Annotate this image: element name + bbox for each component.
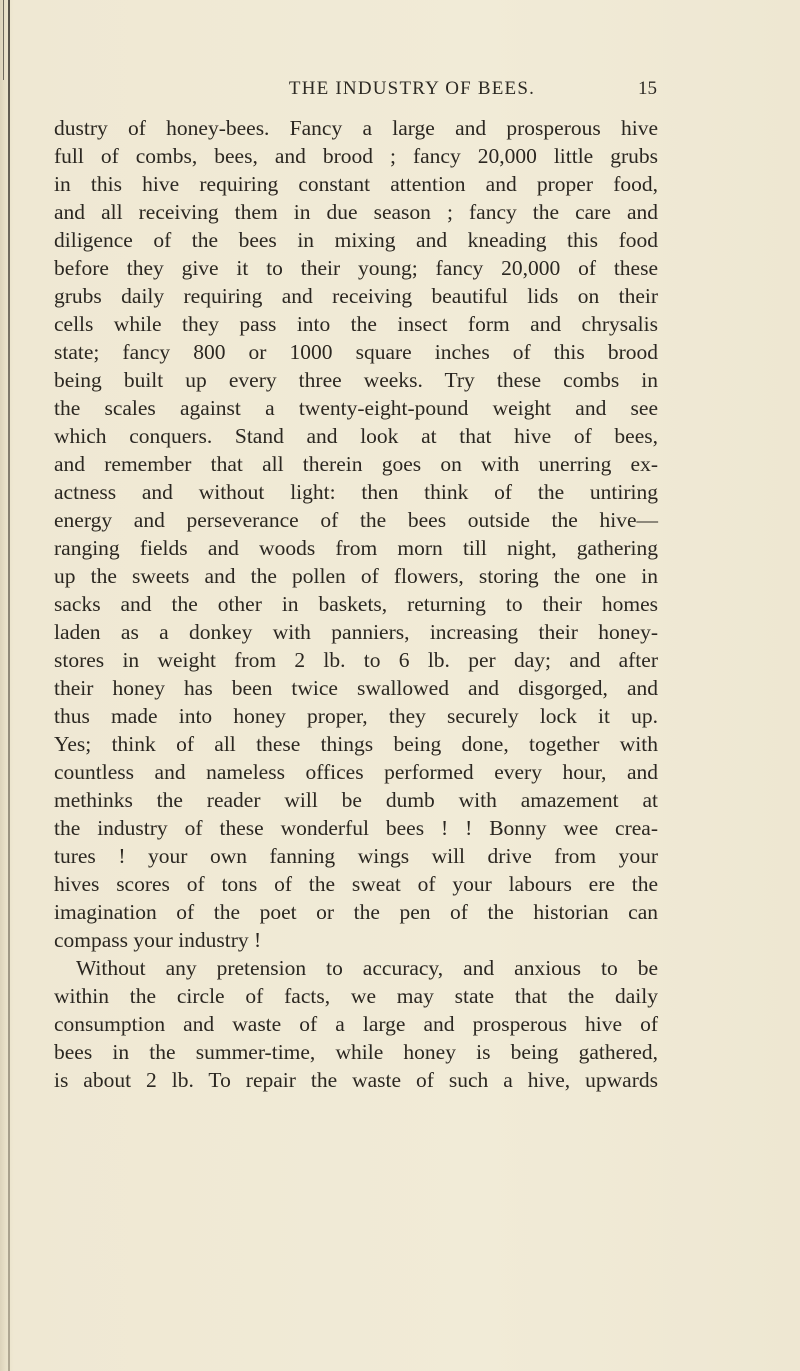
text-line: and all receiving them in due season ; fancy the care and — [54, 200, 658, 224]
text-line: being built up every three weeks. Try these combs in — [54, 368, 658, 392]
text-line: in this hive requiring constant attention and proper food, — [54, 172, 658, 196]
page-number: 15 — [638, 78, 657, 99]
binding-edge-mark — [3, 0, 4, 80]
text-line: cells while they pass into the insect form and chrysalis — [54, 312, 658, 336]
paragraph-end-line: compass your industry ! — [54, 928, 262, 952]
running-head-title: THE INDUSTRY OF BEES. — [288, 78, 536, 99]
text-line: their honey has been twice swallowed and disgorged, and — [54, 676, 658, 700]
text-line: thus made into honey proper, they securely lock it up. — [54, 704, 658, 728]
binding-gutter — [8, 0, 10, 1371]
text-line: tures ! your own fanning wings will drive from your — [54, 844, 658, 868]
text-line: consumption and waste of a large and prosperous hive of — [54, 1012, 658, 1036]
text-line: the industry of these wonderful bees ! ! Bonny wee crea- — [54, 816, 658, 840]
text-line: up the sweets and the pollen of flowers, storing the one in — [54, 564, 658, 588]
text-line: before they give it to their young; fancy 20,000 of these — [54, 256, 658, 280]
text-line: hives scores of tons of the sweat of your labours ere the — [54, 872, 658, 896]
text-line: which conquers. Stand and look at that hive of bees, — [54, 424, 658, 448]
text-line: methinks the reader will be dumb with amazement at — [54, 788, 658, 812]
text-line: is about 2 lb. To repair the waste of such a hive, upwards — [54, 1068, 658, 1092]
text-line: sacks and the other in baskets, returning to their homes — [54, 592, 658, 616]
text-line: grubs daily requiring and receiving beautiful lids on their — [54, 284, 658, 308]
text-line: stores in weight from 2 lb. to 6 lb. per day; and after — [54, 648, 658, 672]
text-line: within the circle of facts, we may state that the daily — [54, 984, 658, 1008]
text-line: laden as a donkey with panniers, increasing their honey- — [54, 620, 658, 644]
paragraph-start-line: Without any pretension to accuracy, and anxious to be — [76, 956, 658, 980]
text-line: dustry of honey-bees. Fancy a large and prosperous hive — [54, 116, 658, 140]
text-line: ranging fields and woods from morn till night, gathering — [54, 536, 658, 560]
text-line: Yes; think of all these things being done, together with — [54, 732, 658, 756]
text-line: the scales against a twenty-eight-pound weight and see — [54, 396, 658, 420]
text-line: bees in the summer-time, while honey is being gathered, — [54, 1040, 658, 1064]
text-line: imagination of the poet or the pen of the historian can — [54, 900, 658, 924]
text-line: and remember that all therein goes on with unerring ex- — [54, 452, 658, 476]
text-line: full of combs, bees, and brood ; fancy 20,000 little grubs — [54, 144, 658, 168]
text-line: state; fancy 800 or 1000 square inches of this brood — [54, 340, 658, 364]
text-line: diligence of the bees in mixing and kneading this food — [54, 228, 658, 252]
text-line: actness and without light: then think of the untiring — [54, 480, 658, 504]
text-line: energy and perseverance of the bees outside the hive— — [54, 508, 658, 532]
body-text — [54, 114, 658, 1094]
text-line: countless and nameless offices performed every hour, and — [54, 760, 658, 784]
